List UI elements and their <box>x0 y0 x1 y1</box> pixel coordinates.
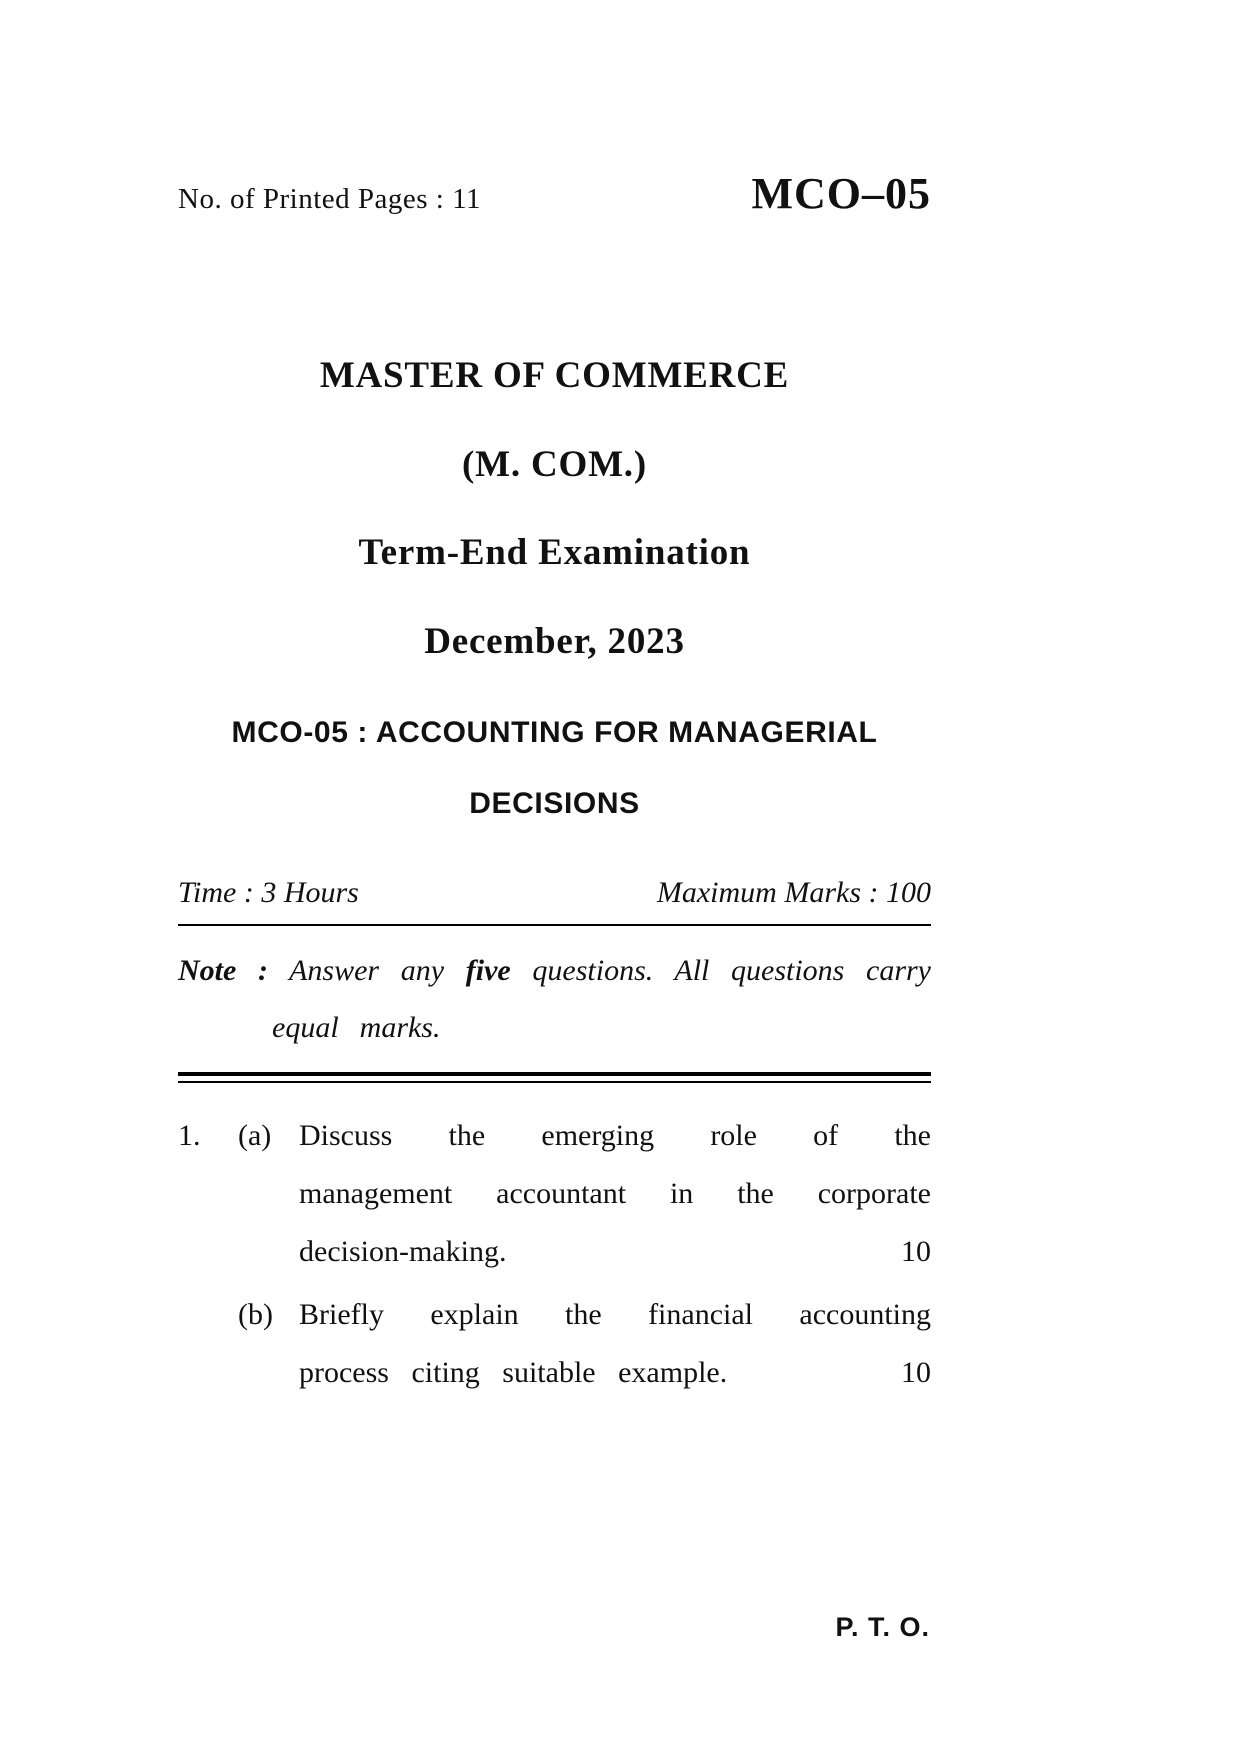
part-text: Discuss the emerging role of the management accountant in the corporate decision-making. <box>299 1119 931 1268</box>
maximum-marks: Maximum Marks : 100 <box>656 876 931 909</box>
page-content <box>178 0 931 1402</box>
part-label: (a) <box>238 1119 272 1152</box>
note-paragraph <box>178 942 931 1056</box>
part-marks: 10 <box>901 1356 931 1389</box>
page-header <box>178 168 931 219</box>
double-rule-divider <box>178 1072 931 1083</box>
single-rule-divider <box>178 924 931 926</box>
course-title-line2: DECISIONS <box>469 787 640 820</box>
part-body <box>299 1286 931 1402</box>
course-title-line1: MCO-05 : ACCOUNTING FOR MANAGERIAL <box>231 716 878 749</box>
question-1 <box>178 1107 931 1402</box>
part-body <box>299 1107 931 1281</box>
note-label: Note : <box>178 954 268 987</box>
part-label: (b) <box>238 1298 273 1331</box>
question-1-part-a <box>178 1107 931 1281</box>
note-emphasis-word: five <box>465 954 511 987</box>
part-text: Briefly explain the financial accounting process citing suitable example. <box>299 1298 931 1389</box>
part-marks: 10 <box>901 1235 931 1268</box>
time-allowed: Time : 3 Hours <box>178 876 359 909</box>
question-1-part-b <box>178 1286 931 1402</box>
program-title: MASTER OF COMMERCE <box>319 355 790 396</box>
exam-meta-row <box>178 876 931 910</box>
paper-code: MCO–05 <box>751 169 931 218</box>
printed-pages-count: No. of Printed Pages : 11 <box>178 183 482 215</box>
program-abbreviation: (M. COM.) <box>462 444 647 485</box>
question-number: 1. <box>178 1119 201 1152</box>
title-block <box>178 357 931 819</box>
please-turn-over-label: P. T. O. <box>835 1612 930 1642</box>
exam-session: December, 2023 <box>424 621 685 662</box>
note-text-post: questions. All questions carry equal marks. <box>272 954 932 1044</box>
note-text-pre: Answer any <box>289 954 445 987</box>
exam-title: Term-End Examination <box>358 532 751 573</box>
